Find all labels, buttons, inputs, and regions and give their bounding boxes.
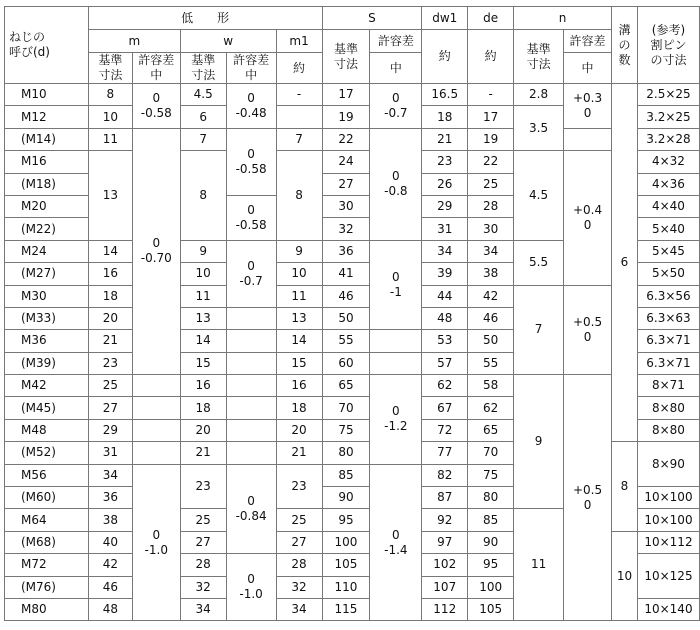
header-dw1-approx: 約 [422, 30, 468, 84]
header-m-basic: 基準 寸法 [88, 53, 132, 84]
cell-m1: 25 [276, 509, 322, 531]
cell-s: 32 [322, 218, 370, 240]
header-n-tol: 許容差 [564, 30, 612, 53]
cell-n-merged: 4.5 [514, 151, 564, 241]
cell-size: M56 [5, 464, 89, 486]
cell-wt [226, 307, 276, 329]
cell-pin: 5×40 [637, 218, 699, 240]
cell-de: 95 [468, 554, 514, 576]
cell-s: 115 [322, 598, 370, 620]
cell-s: 105 [322, 554, 370, 576]
cell-pin: 6.3×63 [637, 307, 699, 329]
header-n: n [514, 7, 612, 30]
cell-w: 10 [180, 263, 226, 285]
header-s-tol: 許容差 [370, 30, 422, 53]
cell-m1: 27 [276, 531, 322, 553]
nut-dimension-table [4, 6, 700, 621]
cell-dw1: 97 [422, 531, 468, 553]
cell-size: M16 [5, 151, 89, 173]
cell-s: 24 [322, 151, 370, 173]
cell-dw1: 26 [422, 173, 468, 195]
header-size: ねじの 呼び(d) [5, 7, 89, 84]
cell-dw1: 102 [422, 554, 468, 576]
cell-size: (M39) [5, 352, 89, 374]
cell-n-merged: 5.5 [514, 240, 564, 285]
cell-size: M20 [5, 195, 89, 217]
cell-pin: 4×40 [637, 195, 699, 217]
cell-mt-merged: 0 -0.58 [132, 84, 180, 129]
cell-w: 13 [180, 307, 226, 329]
cell-wt-merged: 0 -0.58 [226, 128, 276, 195]
cell-nt-merged: +0.5 0 [564, 285, 612, 375]
cell-mt-merged: 0 -0.70 [132, 128, 180, 374]
cell-de: 50 [468, 330, 514, 352]
cell-size: M24 [5, 240, 89, 262]
cell-m1: 14 [276, 330, 322, 352]
cell-m1: 13 [276, 307, 322, 329]
cell-s: 41 [322, 263, 370, 285]
cell-size: (M76) [5, 576, 89, 598]
cell-n-merged: 9 [514, 375, 564, 509]
cell-s: 75 [322, 419, 370, 441]
table-row [5, 151, 700, 173]
cell-m: 36 [88, 487, 132, 509]
cell-s: 90 [322, 487, 370, 509]
cell-m: 29 [88, 419, 132, 441]
cell-dw1: 92 [422, 509, 468, 531]
cell-size: (M52) [5, 442, 89, 464]
cell-w: 14 [180, 330, 226, 352]
cell-m1: 10 [276, 263, 322, 285]
cell-wt [226, 352, 276, 374]
cell-de: 55 [468, 352, 514, 374]
cell-g-merged: 8 [611, 442, 637, 532]
cell-st [370, 352, 422, 374]
cell-w: 27 [180, 531, 226, 553]
cell-dw1: 53 [422, 330, 468, 352]
cell-wt [226, 397, 276, 419]
cell-s: 60 [322, 352, 370, 374]
cell-nt [564, 128, 612, 150]
header-s-basic: 基準 寸法 [322, 30, 370, 84]
cell-dw1: 62 [422, 375, 468, 397]
cell-st [370, 330, 422, 352]
cell-w: 28 [180, 554, 226, 576]
cell-dw1: 44 [422, 285, 468, 307]
cell-de: 65 [468, 419, 514, 441]
cell-w: 21 [180, 442, 226, 464]
cell-m: 31 [88, 442, 132, 464]
cell-m1: 28 [276, 554, 322, 576]
header-m1: m1 [276, 30, 322, 53]
cell-wt-merged: 0 -1.0 [226, 554, 276, 621]
cell-pin: 10×100 [637, 509, 699, 531]
cell-g-merged: 10 [611, 531, 637, 621]
header-de: de [468, 7, 514, 30]
cell-size: (M68) [5, 531, 89, 553]
cell-m1-merged: 8 [276, 151, 322, 241]
cell-wt [226, 442, 276, 464]
cell-m: 18 [88, 285, 132, 307]
cell-dw1: 57 [422, 352, 468, 374]
cell-de: 62 [468, 397, 514, 419]
cell-dw1: 34 [422, 240, 468, 262]
cell-s: 36 [322, 240, 370, 262]
cell-pin: 10×112 [637, 531, 699, 553]
cell-m1: 18 [276, 397, 322, 419]
cell-de: 19 [468, 128, 514, 150]
cell-size: M42 [5, 375, 89, 397]
table-row [5, 285, 700, 307]
cell-dw1: 112 [422, 598, 468, 620]
cell-w: 18 [180, 397, 226, 419]
header-m1-approx: 約 [276, 53, 322, 84]
cell-w-merged: 23 [180, 464, 226, 509]
cell-w: 25 [180, 509, 226, 531]
cell-pin: 8×80 [637, 419, 699, 441]
cell-m1: 15 [276, 352, 322, 374]
cell-s: 65 [322, 375, 370, 397]
header-s-mid: 中 [370, 53, 422, 84]
cell-de: 90 [468, 531, 514, 553]
cell-m: 23 [88, 352, 132, 374]
cell-dw1: 16.5 [422, 84, 468, 106]
cell-m: 25 [88, 375, 132, 397]
cell-dw1: 21 [422, 128, 468, 150]
cell-nt-merged: +0.3 0 [564, 84, 612, 129]
cell-de: 80 [468, 487, 514, 509]
cell-s: 19 [322, 106, 370, 128]
cell-de: 17 [468, 106, 514, 128]
cell-pin: 2.5×25 [637, 84, 699, 106]
cell-m: 27 [88, 397, 132, 419]
cell-de: 34 [468, 240, 514, 262]
cell-pin: 10×100 [637, 487, 699, 509]
cell-m: 14 [88, 240, 132, 262]
cell-wt-merged: 0 -0.48 [226, 84, 276, 129]
cell-pin: 6.3×56 [637, 285, 699, 307]
cell-size: (M14) [5, 128, 89, 150]
cell-m1: 16 [276, 375, 322, 397]
header-w: w [180, 30, 276, 53]
cell-m1: 20 [276, 419, 322, 441]
cell-w: 11 [180, 285, 226, 307]
cell-st-merged: 0 -1.2 [370, 375, 422, 465]
cell-w: 34 [180, 598, 226, 620]
cell-de: - [468, 84, 514, 106]
cell-s: 50 [322, 307, 370, 329]
table-row [5, 84, 700, 106]
cell-m1-merged: 23 [276, 464, 322, 509]
cell-mt [132, 419, 180, 441]
header-w-basic: 基準 寸法 [180, 53, 226, 84]
header-w-mid: 中 [245, 68, 258, 82]
cell-dw1: 39 [422, 263, 468, 285]
cell-dw1: 48 [422, 307, 468, 329]
cell-size: (M60) [5, 487, 89, 509]
cell-m: 40 [88, 531, 132, 553]
cell-s: 110 [322, 576, 370, 598]
cell-m: 8 [88, 84, 132, 106]
cell-de: 75 [468, 464, 514, 486]
cell-s: 30 [322, 195, 370, 217]
cell-mt [132, 375, 180, 397]
cell-de: 22 [468, 151, 514, 173]
cell-size: M80 [5, 598, 89, 620]
cell-m1: 21 [276, 442, 322, 464]
cell-pin: 5×50 [637, 263, 699, 285]
header-pin: (参考) 割ピン の寸法 [637, 7, 699, 84]
header-n-basic: 基準 寸法 [514, 30, 564, 84]
cell-pin: 5×45 [637, 240, 699, 262]
cell-m: 21 [88, 330, 132, 352]
cell-de: 42 [468, 285, 514, 307]
cell-m1: 32 [276, 576, 322, 598]
cell-w: 16 [180, 375, 226, 397]
cell-pin: 8×80 [637, 397, 699, 419]
cell-de: 100 [468, 576, 514, 598]
cell-de: 25 [468, 173, 514, 195]
cell-size: M10 [5, 84, 89, 106]
cell-size: M64 [5, 509, 89, 531]
cell-dw1: 87 [422, 487, 468, 509]
header-s: S [322, 7, 422, 30]
cell-nt-merged: +0.5 0 [564, 375, 612, 621]
cell-pin: 6.3×71 [637, 352, 699, 374]
cell-s: 95 [322, 509, 370, 531]
cell-dw1: 82 [422, 464, 468, 486]
cell-g-merged: 6 [611, 84, 637, 442]
cell-wt-merged: 0 -0.58 [226, 195, 276, 240]
cell-st-merged: 0 -0.7 [370, 84, 422, 129]
header-n-mid: 中 [564, 53, 612, 84]
cell-pin: 3.2×25 [637, 106, 699, 128]
cell-dw1: 67 [422, 397, 468, 419]
cell-m1-merged [276, 106, 322, 128]
cell-s: 27 [322, 173, 370, 195]
cell-w: 6 [180, 106, 226, 128]
cell-dw1: 29 [422, 195, 468, 217]
cell-m: 46 [88, 576, 132, 598]
cell-wt-merged: 0 -0.84 [226, 464, 276, 554]
header-m-mid: 中 [150, 68, 163, 82]
cell-w: 4.5 [180, 84, 226, 106]
header-m-tol-label: 許容差 [138, 53, 175, 67]
cell-st-merged: 0 -0.8 [370, 128, 422, 240]
cell-de: 38 [468, 263, 514, 285]
cell-w: 9 [180, 240, 226, 262]
cell-dw1: 23 [422, 151, 468, 173]
cell-mt [132, 397, 180, 419]
cell-dw1: 72 [422, 419, 468, 441]
header-de-approx: 約 [468, 30, 514, 84]
cell-m: 11 [88, 128, 132, 150]
cell-size: (M18) [5, 173, 89, 195]
cell-s: 17 [322, 84, 370, 106]
cell-wt [226, 330, 276, 352]
cell-w-merged: 8 [180, 151, 226, 241]
cell-size: M72 [5, 554, 89, 576]
cell-s: 100 [322, 531, 370, 553]
cell-pin-merged: 10×125 [637, 554, 699, 599]
cell-pin-merged: 8×90 [637, 442, 699, 487]
cell-pin: 8×71 [637, 375, 699, 397]
cell-dw1: 77 [422, 442, 468, 464]
cell-size: (M22) [5, 218, 89, 240]
cell-wt [226, 375, 276, 397]
cell-size: (M33) [5, 307, 89, 329]
header-m: m [88, 30, 180, 53]
cell-w: 20 [180, 419, 226, 441]
cell-de: 30 [468, 218, 514, 240]
cell-pin: 6.3×71 [637, 330, 699, 352]
cell-size: (M45) [5, 397, 89, 419]
cell-w: 15 [180, 352, 226, 374]
cell-size: M36 [5, 330, 89, 352]
cell-n-merged: 11 [514, 509, 564, 621]
cell-m: 10 [88, 106, 132, 128]
cell-wt-merged: 0 -0.7 [226, 240, 276, 307]
cell-dw1: 18 [422, 106, 468, 128]
cell-n-merged: 3.5 [514, 106, 564, 151]
cell-s: 85 [322, 464, 370, 486]
cell-mt-merged: 0 -1.0 [132, 464, 180, 621]
cell-m1: 9 [276, 240, 322, 262]
cell-de: 46 [468, 307, 514, 329]
cell-m1: 34 [276, 598, 322, 620]
cell-n-merged: 7 [514, 285, 564, 375]
cell-m: 38 [88, 509, 132, 531]
cell-pin: 10×140 [637, 598, 699, 620]
cell-pin: 4×36 [637, 173, 699, 195]
cell-m: 42 [88, 554, 132, 576]
header-low-profile: 低 形 [88, 7, 322, 30]
header-dw1: dw1 [422, 7, 468, 30]
header-m-tol [132, 53, 180, 84]
table-row [5, 375, 700, 397]
cell-nt-merged: +0.4 0 [564, 151, 612, 285]
header-groove: 溝 の 数 [611, 7, 637, 84]
cell-s: 22 [322, 128, 370, 150]
cell-size: M30 [5, 285, 89, 307]
cell-s: 80 [322, 442, 370, 464]
cell-de: 105 [468, 598, 514, 620]
cell-pin: 3.2×28 [637, 128, 699, 150]
cell-m1: - [276, 84, 322, 106]
cell-de: 28 [468, 195, 514, 217]
cell-st-merged: 0 -1.4 [370, 464, 422, 621]
cell-w: 32 [180, 576, 226, 598]
cell-size: M12 [5, 106, 89, 128]
cell-m: 20 [88, 307, 132, 329]
table-row [5, 128, 700, 150]
cell-n: 2.8 [514, 84, 564, 106]
cell-m-merged: 13 [88, 151, 132, 241]
cell-de: 70 [468, 442, 514, 464]
cell-size: (M27) [5, 263, 89, 285]
cell-s: 70 [322, 397, 370, 419]
cell-pin: 4×32 [637, 151, 699, 173]
cell-mt [132, 442, 180, 464]
cell-de: 85 [468, 509, 514, 531]
cell-dw1: 31 [422, 218, 468, 240]
cell-size: M48 [5, 419, 89, 441]
cell-w: 7 [180, 128, 226, 150]
header-w-tol [226, 53, 276, 84]
cell-m: 16 [88, 263, 132, 285]
header-w-tol-label: 許容差 [233, 53, 270, 67]
cell-s: 55 [322, 330, 370, 352]
cell-m1: 11 [276, 285, 322, 307]
cell-m: 34 [88, 464, 132, 486]
cell-s: 46 [322, 285, 370, 307]
cell-m: 48 [88, 598, 132, 620]
cell-de: 58 [468, 375, 514, 397]
cell-dw1: 107 [422, 576, 468, 598]
cell-m1: 7 [276, 128, 322, 150]
cell-wt [226, 419, 276, 441]
cell-st-merged: 0 -1 [370, 240, 422, 330]
